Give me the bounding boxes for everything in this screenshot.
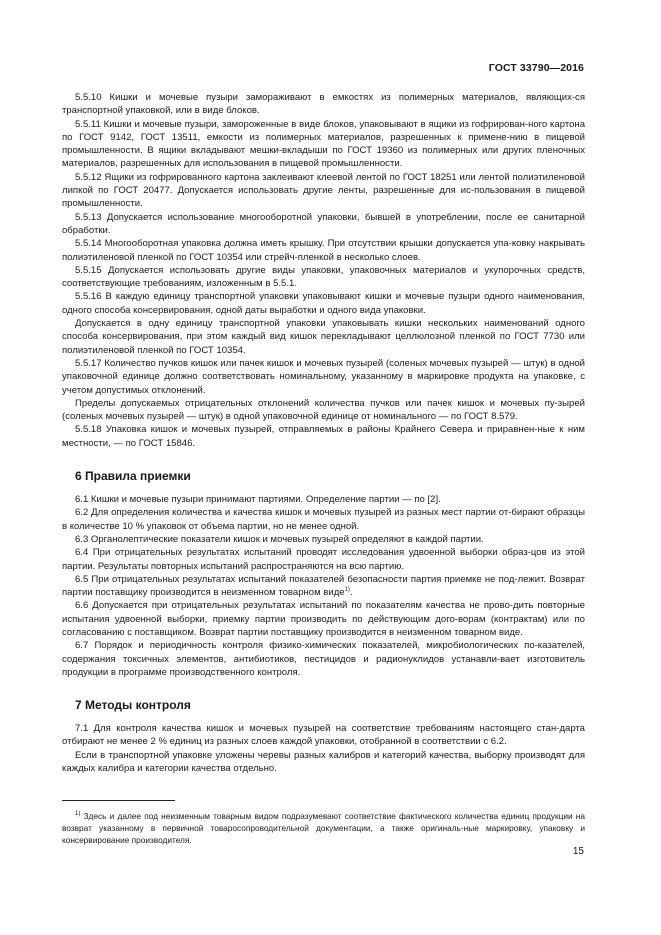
section-6-title: 6 Правила приемки [75, 469, 191, 484]
page-number: 15 [572, 846, 584, 857]
clause-6-3: 6.3 Органолептические показатели кишок и мочевых пузырей определяют в каждой партии. [75, 533, 484, 545]
footnote-divider [62, 800, 175, 801]
section-7-title: 7 Методы контроля [75, 698, 191, 713]
clause-5-5-18: 5.5.18 Упаковка кишок и мочевых пузырей, отправляемых в районы Крайнего Севера и приравнен-ные к ним местности, — по ГОСТ 15846. [62, 424, 585, 449]
footnote-ref: 1) [344, 587, 350, 594]
clause-6-5-text: 6.5 При отрицательных результатах испытаний показателей безопасности партия приемке не под-лежит. Возврат партии поставщику производится в неизменном товарном виде [62, 573, 585, 599]
clause-5-5-12: 5.5.12 Ящики из гофрированного картона заклеивают клеевой лентой по ГОСТ 18251 или лентой полиэтиленовой липкой по ГОСТ 20477. Допускается использовать другие ленты, разрешенные для ис-пользования в пищевой промышленности. [62, 171, 585, 210]
section-7-body [62, 722, 585, 775]
clause-5-5-16-note: Допускается в одну единицу транспортной упаковки упаковывать кишки нескольких наименований одного способа консервирования, при этом каждый вид кишок перекладывают целлюлозной пленкой по ГОСТ 7730 или полиэтиленовой пленкой по ГОСТ 10354. [62, 318, 585, 356]
clause-7-1: 7.1 Для контроля качества кишок и мочевых пузырей на соответствие требованиям настоящего стан-дарта отбирают не менее 2 % единиц из разных слоев каждой упаковки, отобранной в соответствии с 6.2. [62, 723, 585, 748]
clause-6-2: 6.2 Для определения количества и качества кишок и мочевых пузырей из разных мест партии от-бирают образцы в количестве 10 % упаковок от объема партии, но не менее одной. [62, 507, 585, 532]
section-6-body [62, 493, 585, 679]
footnote-marker: 1) [75, 811, 81, 818]
clause-5-5-10: 5.5.10 Кишки и мочевые пузыри замораживают в емкостях из полимерных материалов, являющих-ся транспортной упаковкой, или в виде блоков. [62, 92, 585, 117]
clause-5-5-15: 5.5.15 Допускается использовать другие виды упаковки, упаковочных материалов и укупорочных средств, соответствующие требованиям, изложенным в 5.5.1. [62, 264, 585, 290]
page-content [62, 91, 585, 775]
clause-5-5-17-note: Пределы допускаемых отрицательных отклонений количества пучков или пачек кишок и мочевых пу-зырей (соленых мочевых пузырей — штук) в одной упаковочной единице от номинального — по ГОСТ 8.579. [62, 397, 585, 423]
footnote-text: Здесь и далее под неизменным товарным видом подразумевают соответствие фактического количества единиц продукции на возврат указанному в первичной товаросопроводительной документации, а также оригиналь-ные маркировку, упаковку и консервирование производителя. [62, 811, 585, 845]
clause-6-5-end: . [349, 587, 353, 599]
clause-6-7: 6.7 Порядок и периодичность контроля физико-химических показателей, микробиологических по-казателей, содержания токсичных элементов, антибиотиков, пестицидов и радионуклидов устанавли-вает изготовитель продукции в программе производственного контроля. [62, 640, 585, 678]
standard-header: ГОСТ 33790—2016 [488, 62, 584, 74]
footnote [62, 811, 585, 846]
clause-5-5-13: 5.5.13 Допускается использование многооборотной упаковки, бывшей в употреблении, после ее санитарной обработки. [62, 211, 585, 236]
clause-5-5-17: 5.5.17 Количество пучков кишок или пачек кишок и мочевых пузырей (соленых мочевых пузырей — штук) в одной упаковочной единице должно соответствовать номинальному, указанному в маркировке продукта на упаковке, с учетом допустимых отклонений. [62, 357, 585, 396]
clause-6-5 [62, 573, 585, 600]
clause-6-6: 6.6 Допускается при отрицательных результатах испытаний по показателям качества не прово-дить повторные испытания удвоенной выборки, приемку партии производить по действующим дого-ворам (контрактам) или по согласованию с поставщиком. Возврат партии поставщику производится в неизменном товарном виде. [62, 600, 585, 638]
clause-6-1: 6.1 Кишки и мочевые пузыри принимают партиями. Определение партии — по [2]. [75, 494, 441, 506]
clause-5-5-16: 5.5.16 В каждую единицу транспортной упаковки упаковывают кишки и мочевые пузыри одного наименования, одного способа консервирования, одной даты выработки и одного вида упаковки. [62, 291, 585, 316]
clause-7-1-note: Если в транспортной упаковке уложены черевы разных калибров и категорий качества, выборку производят для каждых калибра и категории качества отдельно. [62, 749, 585, 775]
clause-5-5-14: 5.5.14 Многооборотная упаковка должна иметь крышку. При отсутствии крышки допускается упа-ковку накрывать полиэтиленовой пленкой по ГОСТ 10354 или стрейч-пленкой в несколько слоев. [62, 238, 585, 263]
block-5-5 [62, 91, 585, 450]
clause-5-5-11: 5.5.11 Кишки и мочевые пузыри, замороженные в виде блоков, упаковывают в ящики из гофрирован-ного картона по ГОСТ 9142, ГОСТ 13511, емкости из полимерных материалов, разрешенных к примене-нию в пищевой промышленности. В ящики вкладывают мешки-вкладыши по ГОСТ 19360 из полимерных или других пленочных материалов, разрешенных для использования в пищевой промышленности. [62, 118, 585, 170]
clause-6-4: 6.4 При отрицательных результатах испытаний проводят исследования удвоенной выборки образ-цов из этой партии. Результаты повторных испытаний распространяются на всю партию. [62, 547, 585, 572]
